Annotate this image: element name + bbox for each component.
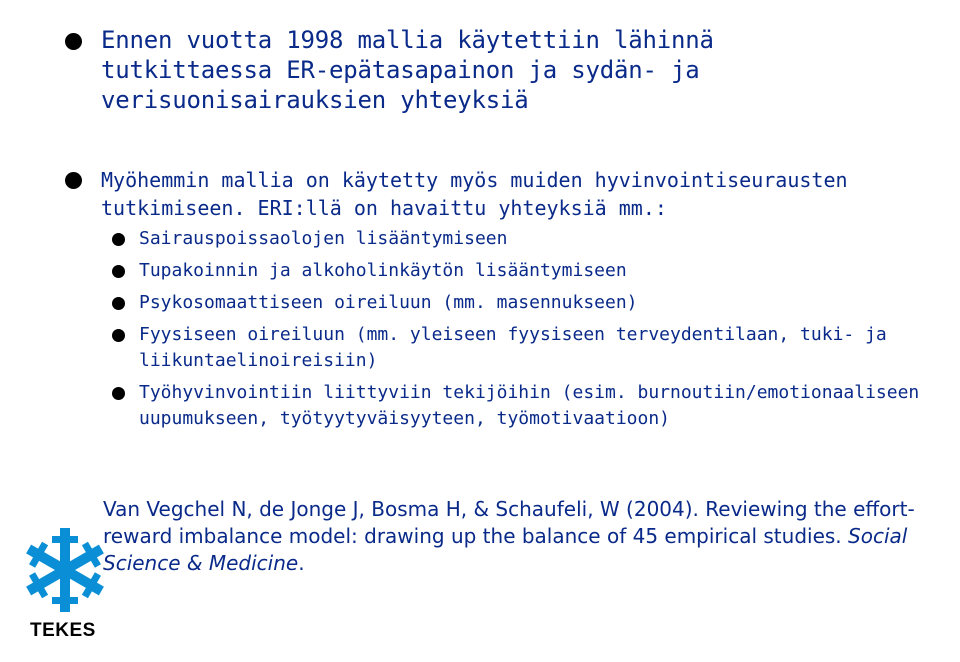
bullet-dot-icon [65,33,82,50]
sub-bullet-text: Sairauspoissaolojen lisääntymiseen [139,228,508,249]
sub-bullet-item [112,290,932,316]
bullet-dot-icon [112,297,125,310]
bullet-text: Ennen vuotta 1998 mallia käytettiin lähinnä tutkittaessa ER-epätasapainon ja sydän- ja verisuonisairauksien yhteyksiä [101,26,714,114]
bullet-dot-icon [112,265,125,278]
bullet-dot-icon [65,172,82,189]
sub-bullet-text: Tupakoinnin ja alkoholinkäytön lisääntymiseen [139,260,627,281]
reference-journal: Social Science & Medicine [103,524,908,575]
reference-authors: Van Vegchel N, de Jonge J, Bosma H, & Schaufeli, W (2004). [103,497,699,521]
reference-citation [103,496,943,577]
reference-title: Reviewing the effort-reward imbalance model: drawing up the balance of 45 empirical studies. [103,497,915,548]
bullet-dot-icon [112,233,125,246]
bullet-text: Myöhemmin mallia on käytetty myös muiden hyvinvointiseurausten tutkimiseen. ERI:llä on havaittu yhteyksiä mm.: [101,168,848,220]
bullet-point-1 [65,25,865,115]
sub-bullet-list [112,226,932,438]
sub-bullet-item [112,258,932,284]
sub-bullet-item [112,322,932,374]
sub-bullet-text: Työhyvinvointiin liittyviin tekijöihin (esim. burnoutiin/emotionaaliseen uupumukseen, työtyytyväisyyteen, työmotivaatioon) [139,382,920,429]
sub-bullet-item [112,380,932,432]
tekes-logo-text: TEKES [30,620,96,641]
sub-bullet-item [112,226,932,252]
bullet-dot-icon [112,387,125,400]
bullet-dot-icon [112,329,125,342]
reference-end: . [298,551,305,575]
sub-bullet-text: Fyysiseen oireiluun (mm. yleiseen fyysiseen terveydentilaan, tuki- ja liikuntaelinoireisiin) [139,324,887,371]
sub-bullet-text: Psykosomaattiseen oireiluun (mm. masennukseen) [139,292,638,313]
bullet-point-2 [65,166,945,222]
